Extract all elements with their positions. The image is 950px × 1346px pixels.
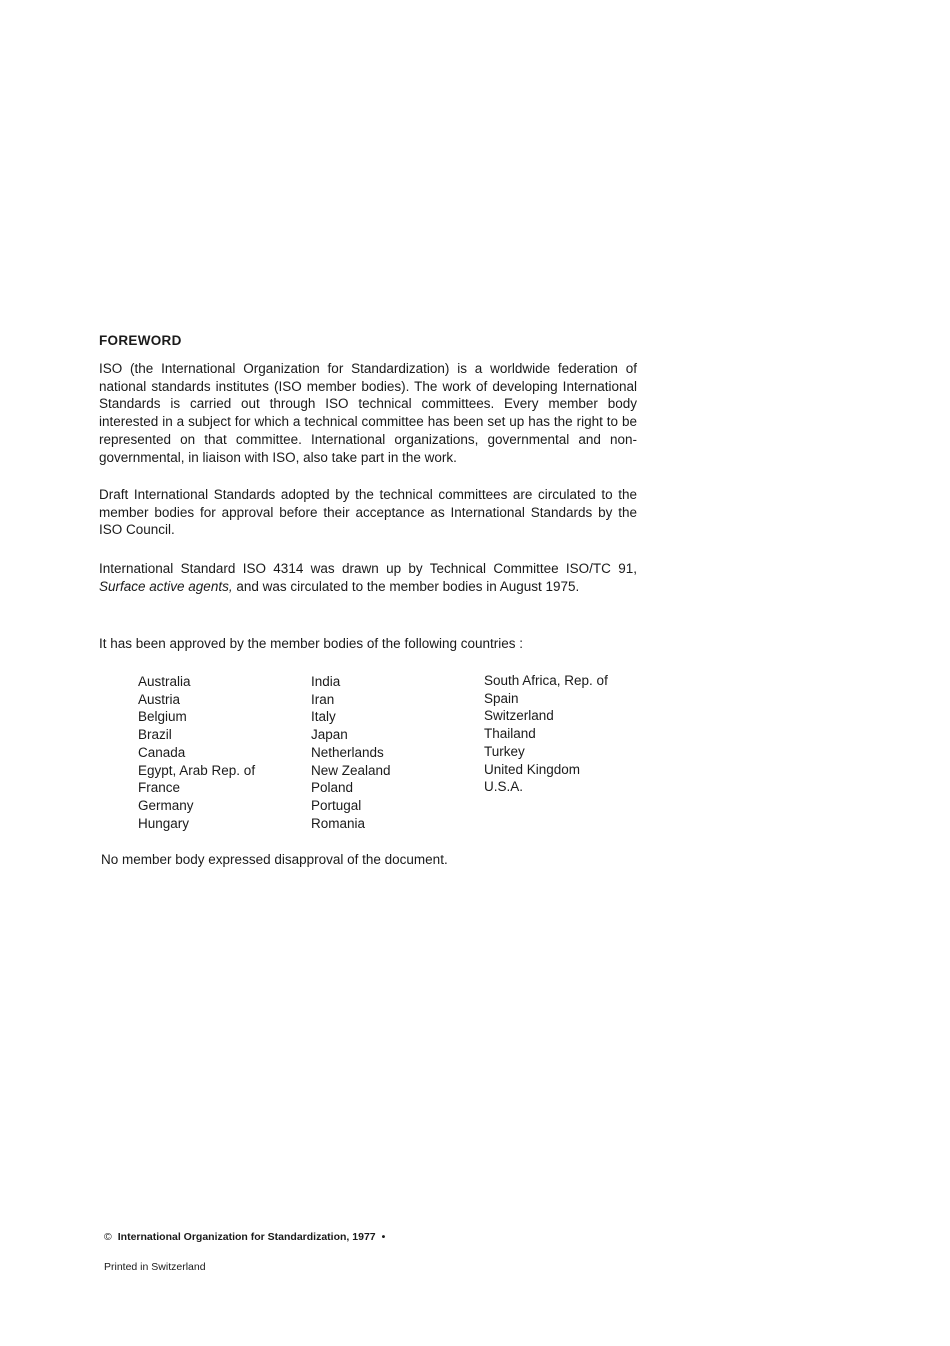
country-item: India xyxy=(311,674,341,689)
country-item: Spain xyxy=(484,690,519,706)
country-item: Japan xyxy=(311,727,348,743)
bullet-icon: • xyxy=(381,1231,386,1243)
country-item: Turkey xyxy=(484,743,525,759)
country-item: Iran xyxy=(311,691,335,707)
foreword-paragraph-5: No member body expressed disapproval of the document. xyxy=(101,852,448,867)
country-item: Australia xyxy=(138,674,191,689)
country-item: Portugal xyxy=(311,797,362,813)
country-item: Egypt, Arab Rep. of xyxy=(138,762,256,778)
country-item: Poland xyxy=(311,780,354,796)
country-item: U.S.A. xyxy=(484,779,524,795)
country-item: Canada xyxy=(138,744,186,760)
country-item: South Africa, Rep. of xyxy=(484,673,608,688)
foreword-heading: FOREWORD xyxy=(99,333,182,348)
printed-in-note: Printed in Switzerland xyxy=(104,1261,206,1273)
country-item: Romania xyxy=(311,815,366,831)
countries-column-2 xyxy=(311,673,391,832)
country-item: Italy xyxy=(311,709,336,725)
country-item: Netherlands xyxy=(311,744,384,760)
country-item: Hungary xyxy=(138,815,190,831)
countries-column-3 xyxy=(484,672,608,796)
country-item: Thailand xyxy=(484,726,536,742)
country-item: United Kingdom xyxy=(484,761,581,777)
country-item: Germany xyxy=(138,797,194,813)
country-item: New Zealand xyxy=(311,762,391,778)
country-item: Austria xyxy=(138,691,181,707)
paragraph-3-text-before: International Standard ISO 4314 was drawn up by Technical Committee ISO/TC 91, xyxy=(99,561,637,576)
copyright-line xyxy=(104,1231,385,1243)
foreword-paragraph-3 xyxy=(99,560,637,595)
foreword-paragraph-2: Draft International Standards adopted by the technical committees are circulated to the member bodies for approval before their acceptance as International Standards by the ISO Council. xyxy=(99,487,637,538)
countries-column-1 xyxy=(138,673,255,832)
country-item: Brazil xyxy=(138,727,172,743)
copyright-symbol: © xyxy=(104,1231,112,1243)
copyright-text: International Organization for Standardization, 1977 xyxy=(117,1231,376,1243)
committee-title: Surface active agents, xyxy=(99,578,233,594)
paragraph-3-text-after: and was circulated to the member bodies in August 1975. xyxy=(232,578,580,594)
foreword-paragraph-1: ISO (the International Organization for Standardization) is a worldwide federation of national standards institutes (ISO member bodies). The work of developing International Standards is carried out through ISO technical committees. Every member body interested in a subject for which a technical committee has been set up has the right to be represented on that committee. International organizations, governmental and non-governmental, in liaison with ISO, also take part in the work. xyxy=(99,361,637,465)
country-item: France xyxy=(138,780,181,796)
country-item: Belgium xyxy=(138,709,187,725)
country-item: Switzerland xyxy=(484,708,554,724)
foreword-paragraph-4: It has been approved by the member bodies of the following countries : xyxy=(99,636,524,651)
